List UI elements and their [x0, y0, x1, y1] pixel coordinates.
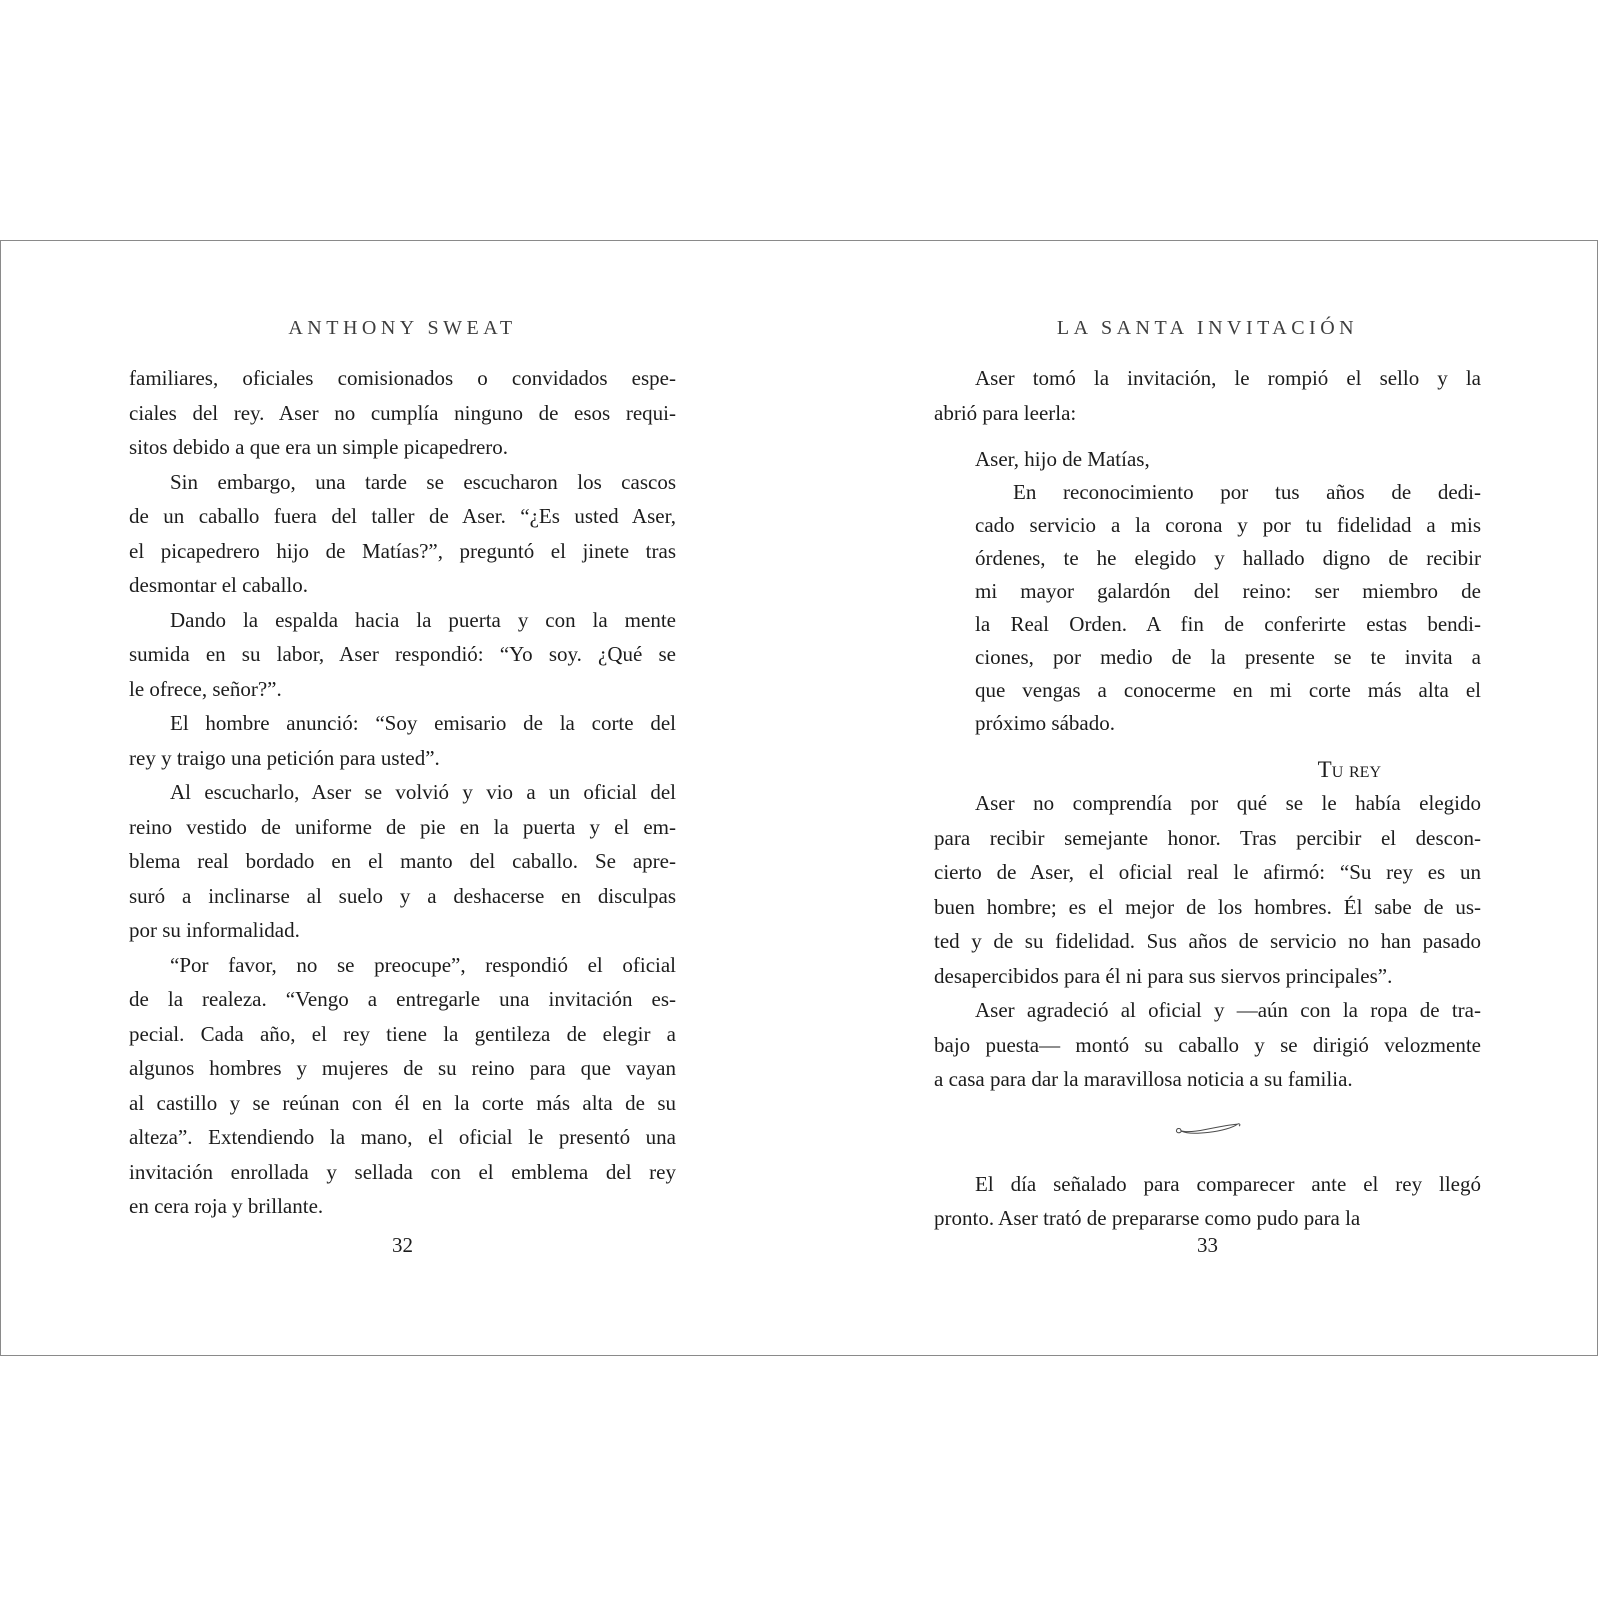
text-line: “Por favor, no se preocupe”, respondió el oficial: [170, 952, 676, 977]
text-line: blema real bordado en el manto del caballo. Se apre-: [129, 849, 676, 873]
text-line: bajo puesta— montó su caballo y se dirigió velozmente: [934, 1032, 1481, 1057]
right-page-number: 33: [1197, 1233, 1218, 1257]
right-page: [934, 241, 1481, 1357]
text-line: Sin embargo, una tarde se escucharon los cascos: [170, 469, 676, 494]
text-line: rey y traigo una petición para usted”.: [129, 745, 440, 770]
text-line: ted y de su fidelidad. Sus años de servicio no han pasado: [934, 929, 1481, 953]
text-line: Aser, hijo de Matías,: [975, 447, 1150, 471]
text-line: que vengas a conocerme en mi corte más alta el: [975, 678, 1481, 702]
left-running-head: ANTHONY SWEAT: [288, 317, 517, 339]
text-line: reino vestido de uniforme de pie en la puerta y el em-: [129, 814, 676, 839]
text-line: ciales del rey. Aser no cumplía ninguno de esos requi-: [129, 400, 676, 425]
text-line: desmontar el caballo.: [129, 573, 309, 597]
calligraphic-flourish-icon: [1174, 1121, 1242, 1137]
text-line: El día señalado para comparecer ante el rey llegó: [975, 1171, 1481, 1196]
paragraph: [934, 361, 1481, 430]
text-line: mi mayor galardón del reino: ser miembro de: [975, 579, 1481, 603]
text-line: buen hombre; es el mejor de los hombres. Él sabe de us-: [934, 894, 1481, 919]
text-line: le ofrece, señor?”.: [129, 676, 282, 701]
text-line: abrió para leerla:: [934, 400, 1077, 425]
text-line: de la realeza. “Vengo a entregarle una invitación es-: [129, 987, 676, 1011]
letter-signature: Tu rey: [1317, 757, 1381, 782]
text-line: Aser tomó la invitación, le rompió el sello y la: [975, 366, 1481, 390]
text-line: para recibir semejante honor. Tras percibir el descon-: [934, 825, 1481, 850]
text-line: ciones, por medio de la presente se te invita a: [975, 645, 1481, 669]
text-line: el picapedrero hijo de Matías?”, preguntó el jinete tras: [129, 538, 676, 563]
text-line: órdenes, te he elegido y hallado digno de recibir: [975, 546, 1481, 570]
paragraph: [129, 775, 676, 948]
text-line: En reconocimiento por tus años de dedi-: [1013, 480, 1481, 504]
right-page-body: [934, 361, 1481, 1236]
text-line: cierto de Aser, el oficial real le afirmó: “Su rey es un: [934, 860, 1481, 884]
text-line: invitación enrollada y sellada con el emblema del rey: [129, 1159, 676, 1184]
paragraph: [934, 993, 1481, 1097]
text-line: sitos debido a que era un simple picapedrero.: [129, 435, 509, 459]
text-line: alteza”. Extendiendo la mano, el oficial le presentó una: [129, 1125, 676, 1149]
text-line: familiares, oficiales comisionados o convidados espe-: [129, 366, 676, 390]
left-page: [129, 241, 676, 1357]
text-line: próximo sábado.: [975, 711, 1115, 735]
text-line: pecial. Cada año, el rey tiene la gentileza de elegir a: [129, 1021, 676, 1046]
text-line: pronto. Aser trató de prepararse como pudo para la: [934, 1206, 1361, 1230]
text-line: en cera roja y brillante.: [129, 1194, 324, 1218]
text-line: la Real Orden. A fin de conferirte estas bendi-: [975, 612, 1481, 636]
paragraph: [129, 361, 676, 465]
text-line: por su informalidad.: [129, 918, 300, 942]
paragraph: [934, 786, 1481, 993]
text-line: desapercibidos para él ni para sus siervos principales”.: [934, 963, 1393, 988]
paragraph: [129, 465, 676, 603]
text-line: sumida en su labor, Aser respondió: “Yo soy. ¿Qué se: [129, 642, 676, 666]
text-line: a casa para dar la maravillosa noticia a su familia.: [934, 1067, 1353, 1091]
paragraph: [129, 603, 676, 707]
left-page-number: 32: [392, 1233, 413, 1257]
text-line: El hombre anunció: “Soy emisario de la corte del: [170, 711, 676, 735]
text-line: Aser no comprendía por qué se le había elegido: [975, 791, 1481, 815]
text-line: Al escucharlo, Aser se volvió y vio a un oficial del: [170, 780, 676, 804]
paragraph: [129, 948, 676, 1224]
text-line: al castillo y se reúnan con él en la corte más alta de su: [129, 1090, 676, 1115]
right-running-head: LA SANTA INVITACIÓN: [1056, 317, 1359, 339]
text-line: de un caballo fuera del taller de Aser. “¿Es usted Aser,: [129, 504, 676, 528]
section-divider: [934, 1115, 1481, 1137]
letter-block: [975, 443, 1481, 740]
text-line: Aser agradeció al oficial y —aún con la ropa de tra-: [975, 998, 1481, 1022]
text-line: suró a inclinarse al suelo y a deshacerse en disculpas: [129, 883, 676, 908]
paragraph: [934, 1167, 1481, 1236]
text-line: algunos hombres y mujeres de su reino para que vayan: [129, 1056, 676, 1080]
left-page-body: [129, 361, 676, 1224]
text-line: Dando la espalda hacia la puerta y con la mente: [170, 607, 676, 632]
paragraph: [129, 706, 676, 775]
book-spread-frame: [0, 240, 1598, 1356]
text-line: cado servicio a la corona y por tu fidelidad a mis: [975, 513, 1481, 537]
